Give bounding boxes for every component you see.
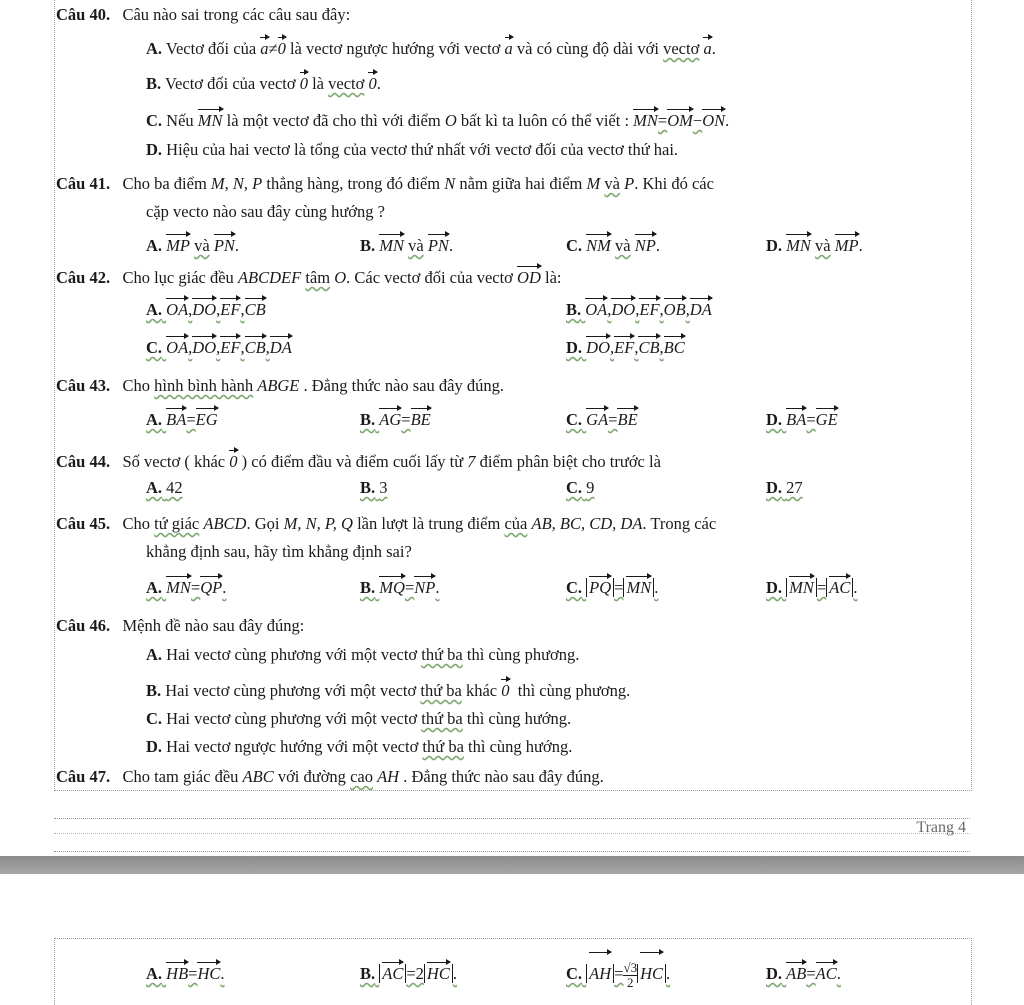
question-45: Câu 45. Cho tứ giác ABCD. Gọi M, N, P, Q lần lượt là trung điểm của AB, BC, CD, DA. Trong các	[56, 514, 717, 533]
q44-option-b: B. 3	[360, 478, 388, 497]
q40-option-d: D. Hiệu của hai vectơ là tổng của vectơ thứ nhất với vectơ đối của vectơ thứ hai.	[146, 140, 679, 159]
q43-option-a: A. BA=EG	[146, 410, 218, 429]
footer-divider	[54, 833, 970, 834]
q40-option-c: C. Nếu MN là một vectơ đã cho thì với điểm O bất kì ta luôn có thể viết : MN=OM−ON.	[146, 111, 730, 130]
q42-option-a: A. OA,DO,EF,CB	[146, 300, 266, 319]
q43-option-c: C. GA=BE	[566, 410, 638, 429]
q42-option-d: D. DO,EF,CB,BC	[566, 338, 685, 357]
q43-option-b: B. AG=BE	[360, 410, 431, 429]
q47-option-d: D. AB=AC.	[766, 964, 841, 983]
q46-option-b: B. Hai vectơ cùng phương với một vectơ thứ ba khác 0 thì cùng phương.	[146, 681, 631, 700]
q46-option-a: A. Hai vectơ cùng phương với một vectơ thứ ba thì cùng phương.	[146, 645, 580, 664]
q42-option-c: C. OA,DO,EF,CB,DA	[146, 338, 292, 357]
question-44: Câu 44. Số vectơ ( khác 0 ) có điểm đầu và điểm cuối lấy từ 7 điểm phân biệt cho trước là	[56, 452, 661, 471]
q42-option-b: B. OA,DO,EF,OB,DA	[566, 300, 712, 319]
q47-option-b: B. AC =2 HC .	[360, 964, 457, 983]
question-label: Câu 42.	[56, 268, 111, 287]
q47-option-a: A. HB=HC.	[146, 964, 225, 983]
q41-option-d: D. MN và MP.	[766, 236, 863, 255]
page-number: Trang 4	[916, 819, 966, 836]
q45-option-b: B. MQ=NP.	[360, 578, 440, 597]
question-text: Câu nào sai trong các câu sau đây:	[122, 5, 351, 24]
question-47: Câu 47. Cho tam giác đều ABC với đường cao AH . Đẳng thức nào sau đây đúng.	[56, 767, 604, 786]
q40-option-b: B. Vectơ đối của vectơ 0 là vectơ 0.	[146, 74, 381, 93]
question-label: Câu 46.	[56, 616, 111, 635]
page-gap-separator	[0, 856, 1024, 874]
q47-option-c: C. AH = $\frac{√3}{2}$ HC .	[566, 952, 670, 994]
q45-option-c: C. PQ = MN .	[566, 578, 659, 597]
question-40	[56, 5, 350, 25]
question-42: Câu 42. Cho lục giác đều ABCDEF tâm O. Các vectơ đối của vectơ OD là:	[56, 268, 562, 287]
q45-option-a: A. MN=QP.	[146, 578, 227, 597]
q46-option-d: D. Hai vectơ ngược hướng với một vectơ thứ ba thì cùng hướng.	[146, 737, 573, 756]
question-label: Câu 40.	[56, 5, 111, 24]
q44-option-a: A. 42	[146, 478, 183, 497]
fraction-sqrt3-over-2: $\frac{√3}{2}$	[623, 959, 638, 990]
question-43: Câu 43. Cho hình bình hành ABGE . Đẳng thức nào sau đây đúng.	[56, 376, 504, 395]
q46-option-c: C. Hai vectơ cùng phương với một vectơ thứ ba thì cùng hướng.	[146, 709, 572, 728]
q41-option-a: A. MP và PN.	[146, 236, 240, 255]
question-label: Câu 44.	[56, 452, 111, 471]
q45-option-d: D. MN = AC .	[766, 578, 858, 597]
question-46: Câu 46. Mệnh đề nào sau đây đúng:	[56, 616, 305, 635]
question-41-line2: cặp vecto nào sau đây cùng hướng ?	[146, 202, 385, 221]
question-label: Câu 45.	[56, 514, 111, 533]
q44-option-c: C. 9	[566, 478, 595, 497]
page-footer	[54, 818, 970, 852]
q41-option-c: C. NM và NP.	[566, 236, 660, 255]
question-label: Câu 41.	[56, 174, 111, 193]
question-45-line2: khẳng định sau, hãy tìm khẳng định sai?	[146, 542, 412, 561]
q43-option-d: D. BA=GE	[766, 410, 838, 429]
question-label: Câu 43.	[56, 376, 111, 395]
q41-option-b: B. MN và PN.	[360, 236, 454, 255]
question-41: Câu 41. Cho ba điểm M, N, P thẳng hàng, trong đó điểm N nằm giữa hai điểm M và P. Khi đó các	[56, 174, 714, 193]
q40-option-a: A. Vectơ đối của a≠0 là vectơ ngược hướng với vectơ a và có cùng độ dài với vectơ a.	[146, 39, 716, 58]
question-label: Câu 47.	[56, 767, 111, 786]
q44-option-d: D. 27	[766, 478, 803, 497]
